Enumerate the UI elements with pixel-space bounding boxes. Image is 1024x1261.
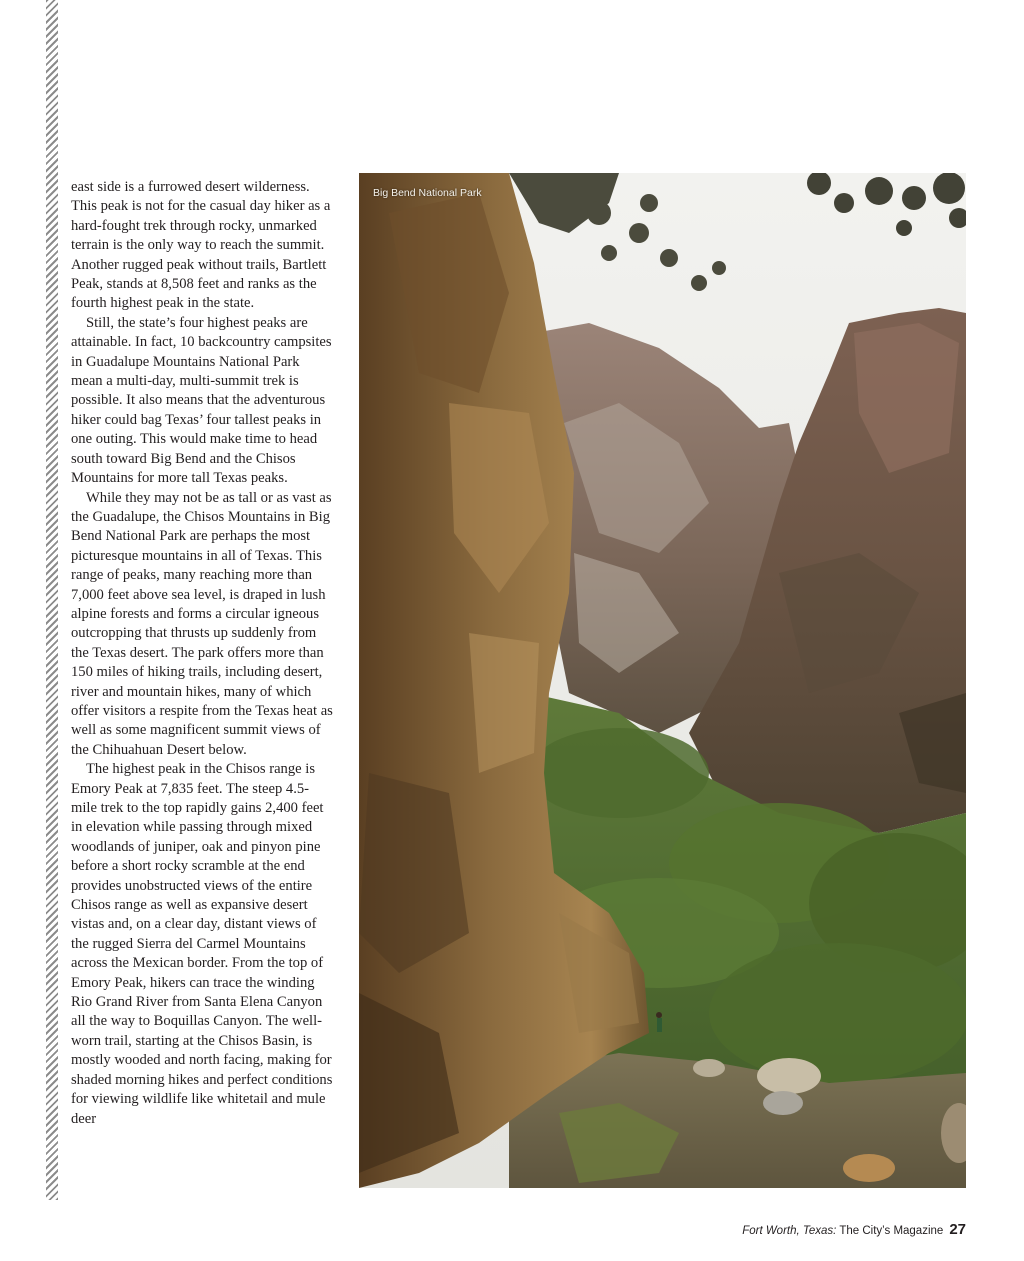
- canyon-photo-illustration: [359, 173, 966, 1188]
- article-paragraph-2: Still, the state’s four highest peaks are attainable. In fact, 10 backcountry campsites in Guadalupe Mountains National Park mean a multi-day, multi-summit trek is possible. It also means that the adventurous hiker could bag Texas’ four tallest peaks in one outing. This would make time to head south toward Big Bend and the Chisos Mountains for more tall Texas peaks.: [71, 314, 332, 487]
- page-footer: [742, 1221, 966, 1238]
- page-number: 27: [949, 1221, 966, 1238]
- decorative-stripe-border: [46, 0, 58, 1200]
- article-paragraph-4: The highest peak in the Chisos range is Emory Peak at 7,835 feet. The steep 4.5-mile trek to the top rapidly gains 2,400 feet in elevation while passing through mixed woodlands of juniper, oak and pinyon pine before a short rocky scramble at the end provides unobstructed views of the entire Chisos range as well as expansive desert vistas and, on a clear day, distant views of the rugged Sierra del Carmel Mountains across the Mexican border. From the top of Emory Peak, hikers can trace the winding Rio Grand River from Santa Elena Canyon all the way to Boquillas Canyon. The well-worn trail, starting at the Chisos Basin, is mostly wooded and north facing, making for shaded morning hikes and perfect conditions for viewing wildlife like whitetail and mule deer: [71, 761, 333, 1127]
- article-paragraph-3: While they may not be as tall or as vast as the Guadalupe, the Chisos Mountains in Big Bend National Park are perhaps the most picturesque mountains in all of Texas. This range of peaks, many reaching more than 7,000 feet above sea level, is draped in lush alpine forests and forms a circular igneous outcropping that thrusts up suddenly from the Texas desert. The park offers more than 150 miles of hiking trails, including desert, river and mountain hikes, many of which offer visitors a respite from the Texas heat as well as some magnificent summit views of the Chihuahuan Desert below.: [71, 489, 333, 758]
- photo-caption: Big Bend National Park: [373, 187, 482, 199]
- article-paragraph-1: east side is a furrowed desert wilderness. This peak is not for the casual day hiker as a hard-fought trek through rocky, unmarked terrain is the only way to reach the summit. Another rugged peak without trails, Bartlett Peak, stands at 8,508 feet and ranks as the fourth highest peak in the state.: [71, 179, 331, 312]
- publication-name-italic: Fort Worth, Texas:: [742, 1225, 837, 1237]
- canyon-photo: [359, 173, 966, 1188]
- article-body: [71, 178, 333, 1129]
- publication-name-rest: The City’s Magazine: [836, 1225, 944, 1237]
